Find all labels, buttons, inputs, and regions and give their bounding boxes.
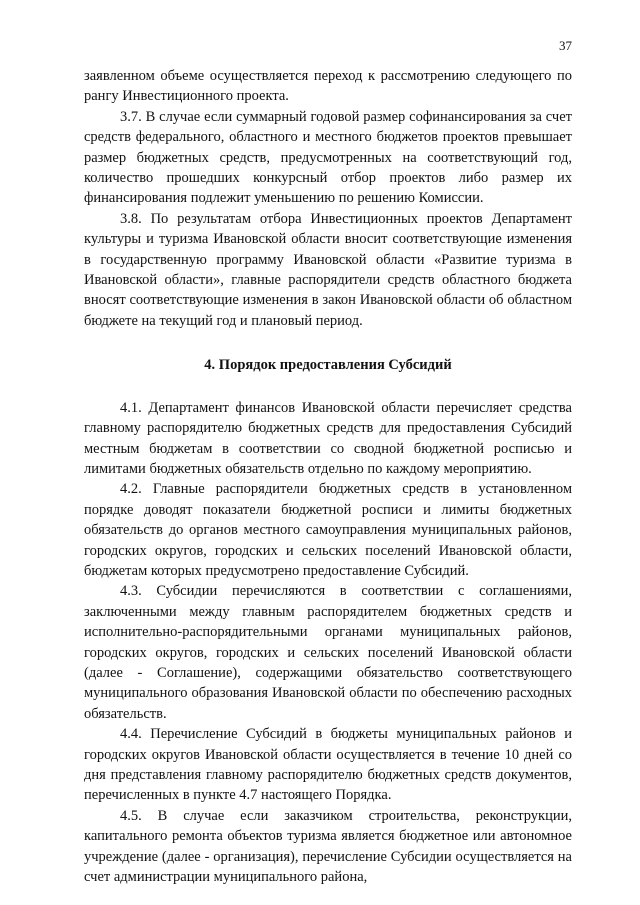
document-body (84, 66, 572, 887)
section-heading: 4. Порядок предоставления Субсидий (204, 357, 452, 374)
paragraph-4-1: 4.1. Департамент финансов Ивановской области перечисляет средства главному распорядителю бюджетных средств для предоставления Субсидий местным бюджетам в соответствии со сводной бюджетной росписью и лимитами бюджетных обязательств отдельно по каждому мероприятию. (84, 399, 572, 477)
page-number: 37 (559, 38, 572, 53)
paragraph-4-4: 4.4. Перечисление Субсидий в бюджеты муниципальных районов и городских округов Ивановской области осуществляется в течение 10 дней со дня представления главному распорядителю бюджетных средств документов, перечисленных в пункте 4.7 настоящего Порядка. (84, 726, 572, 804)
paragraph-4-3: 4.3. Субсидии перечисляются в соответствии с соглашениями, заключенными между главным распорядителем бюджетных средств и исполнительно-распорядительными органами муниципальных районов, городских округов, городских и сельских поселений Ивановской области (далее - Соглашение), содержащими обязательство соответствующего муниципального образования Ивановской области по обеспечению расходных обязательств. (84, 583, 572, 722)
paragraph-4-2: 4.2. Главные распорядители бюджетных средств в установленном порядке доводят показатели бюджетной росписи и лимиты бюджетных обязательств до органов местного самоуправления муниципальных районов, городских округов, городских и сельских поселений Ивановской области, бюджетам которых предусмотрено предоставление Субсидий. (84, 481, 572, 579)
paragraph-4-5: 4.5. В случае если заказчиком строительства, реконструкции, капитального ремонта объектов туризма является бюджетное или автономное учреждение (далее - организация), перечисление Субсидии осуществляется на счет администрации муниципального района, (84, 807, 572, 886)
paragraph-continuation: заявленном объеме осуществляется переход к рассмотрению следующего по рангу Инвестиционного проекта. (84, 68, 572, 105)
paragraph-3-8: 3.8. По результатам отбора Инвестиционных проектов Департамент культуры и туризма Ивановской области вносит соответствующие изменения в государственную программу Ивановской области «Развитие туризма в Ивановской области», главные распорядители средств областного бюджета вносят соответствующие изменения в закон Ивановской области об областном бюджете на текущий год и плановый период. (84, 210, 572, 329)
paragraph-3-7: 3.7. В случае если суммарный годовой размер софинансирования за счет средств федерального, областного и местного бюджетов проектов превышает размер бюджетных средств, предусмотренных на соответствующий год, количество прошедших конкурсный отбор проектов либо размер их финансирования подлежит уменьшению по решению Комиссии. (84, 108, 572, 207)
